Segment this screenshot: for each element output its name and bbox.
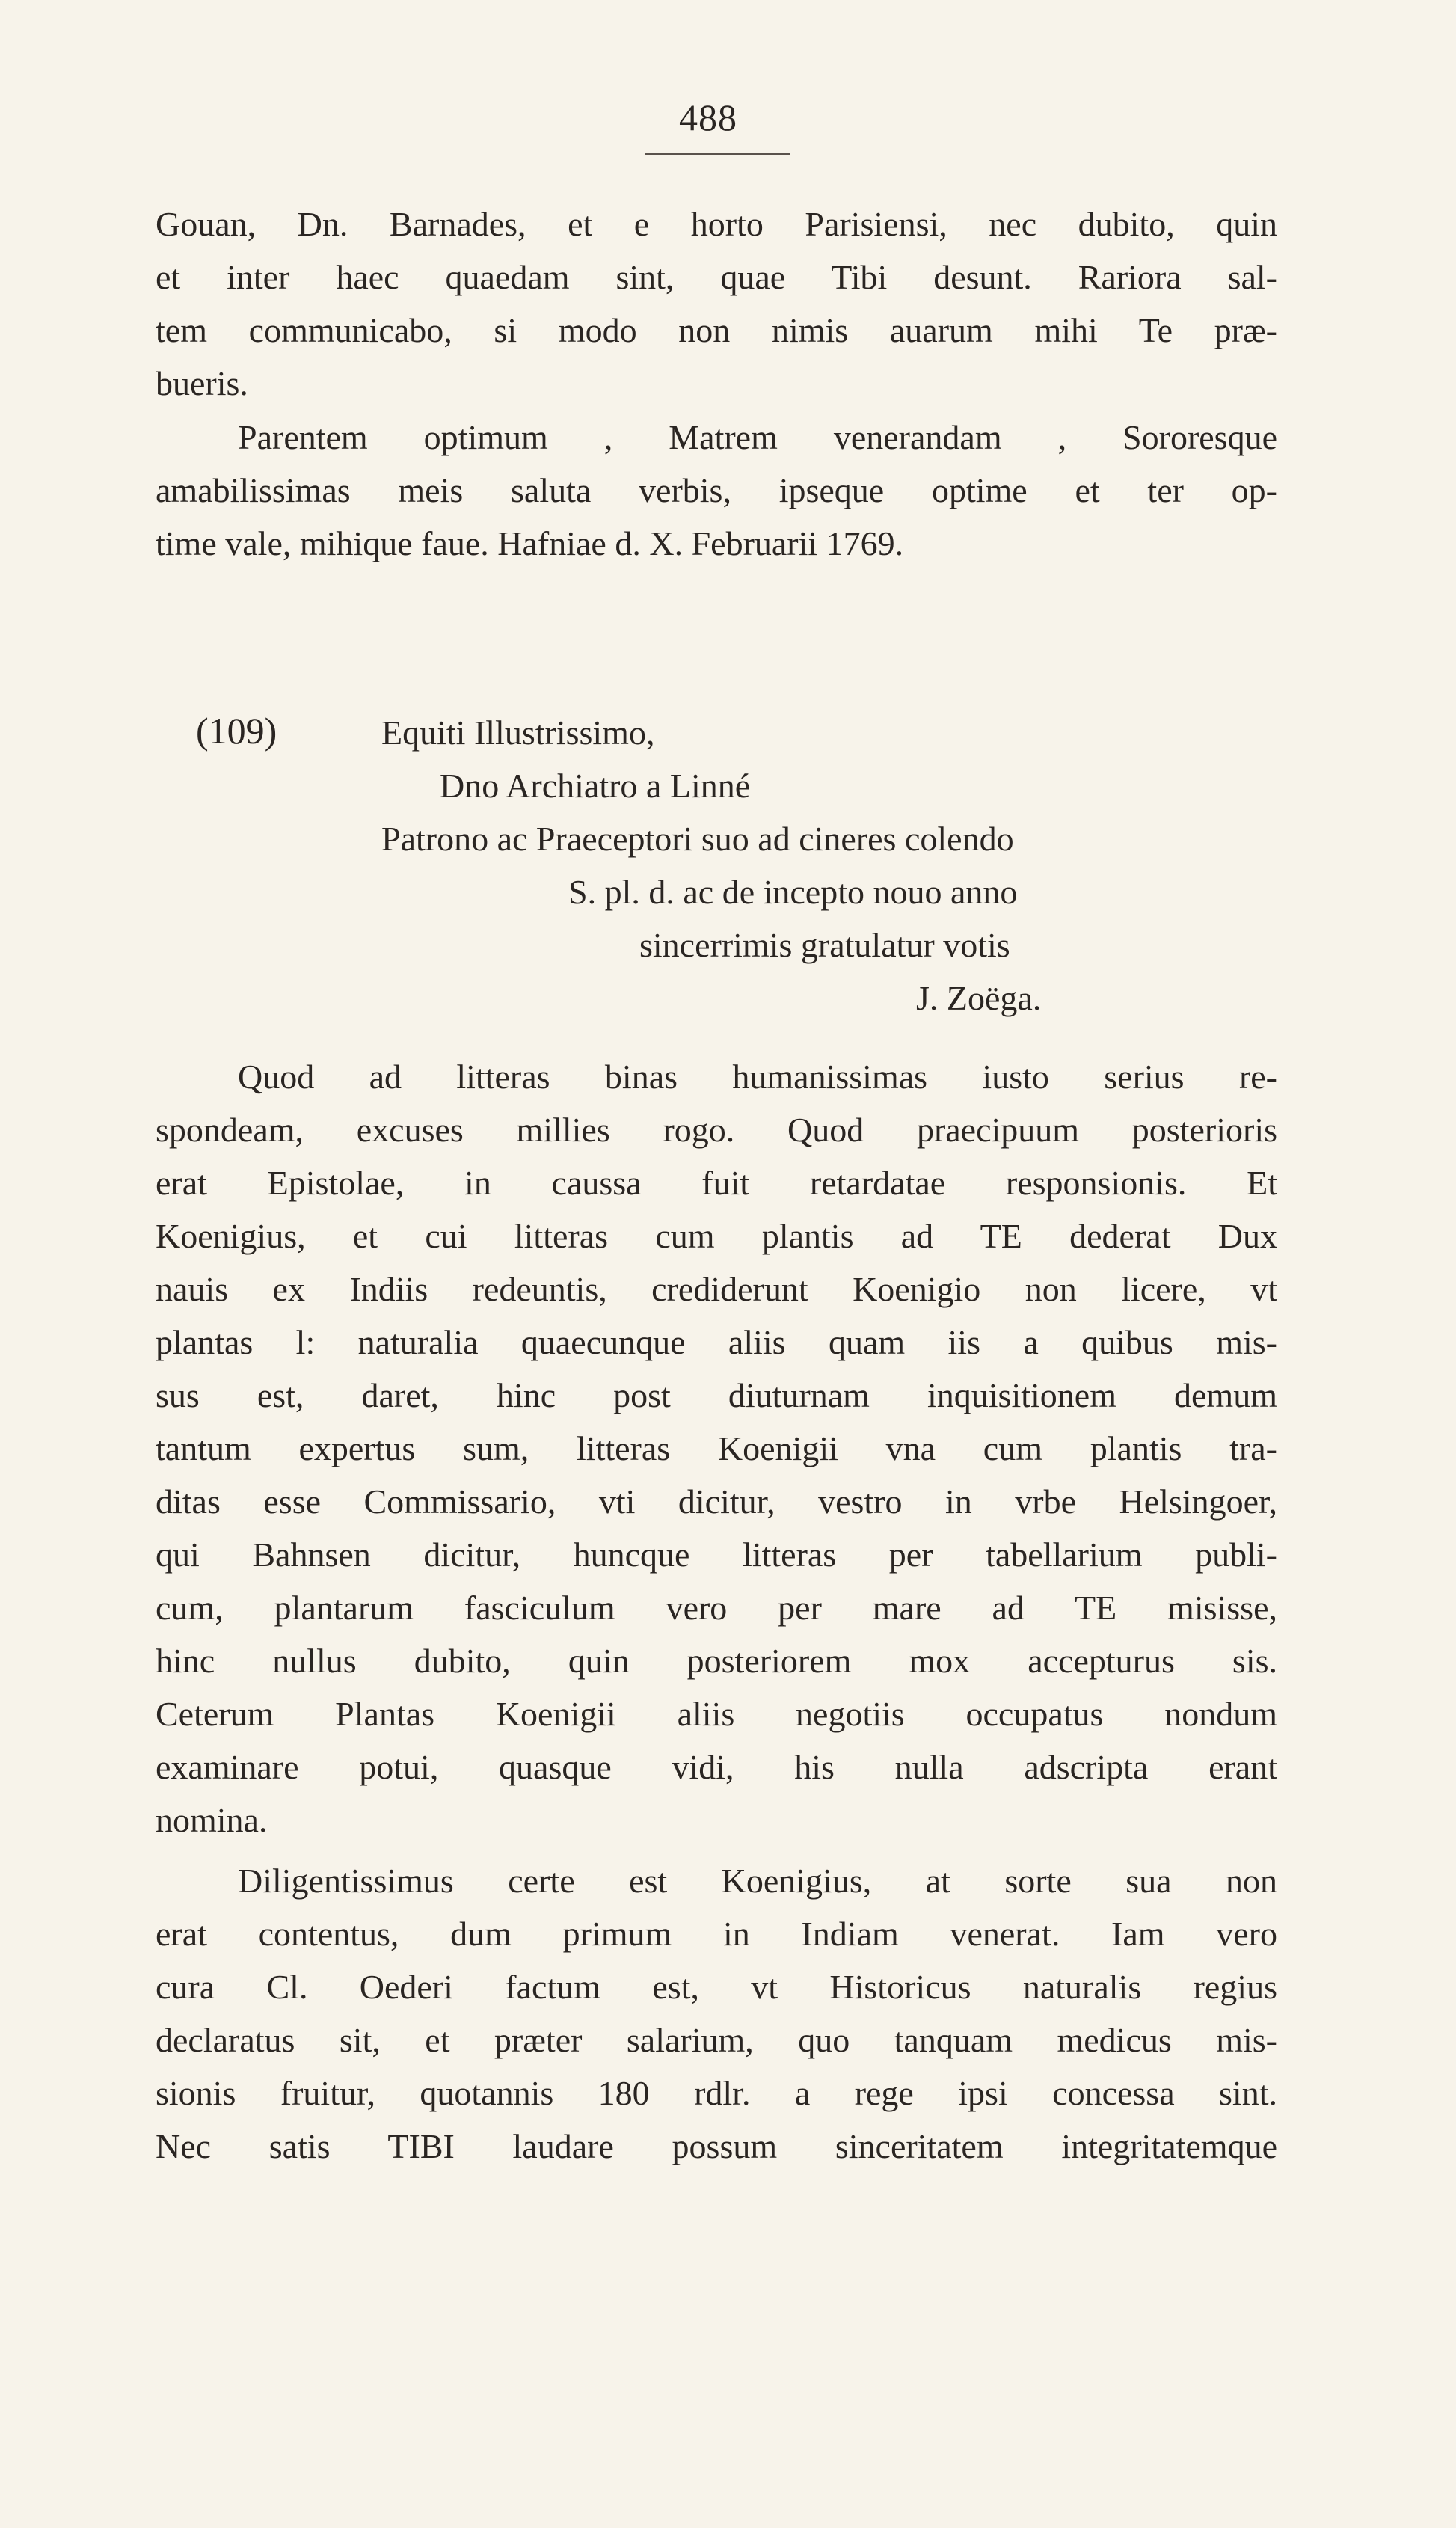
text-line: nomina. [156,1801,268,1839]
signature: J. Zoëga. [916,979,1042,1017]
text-line: erat contentus, dum primum in Indiam venerat. Iam vero [156,1915,1277,1953]
text-line: amabilissimas meis saluta verbis, ipseque optime et ter op- [156,471,1277,509]
text-line: Diligentissimus certe est Koenigius, at sorte sua non [238,1862,1277,1900]
text-line: sionis fruitur, quotannis 180 rdlr. a rege ipsi concessa sint. [156,2074,1277,2112]
text-line: tantum expertus sum, litteras Koenigii vna cum plantis tra- [156,1429,1277,1467]
salutation-line: Dno Archiatro a Linné [440,767,751,805]
text-line: declaratus sit, et præter salarium, quo tanquam medicus mis- [156,2021,1277,2059]
text-line: Gouan, Dn. Barnades, et e horto Parisiensi, nec dubito, quin [156,205,1277,243]
text-line: hinc nullus dubito, quin posteriorem mox accepturus sis. [156,1642,1277,1680]
text-line: tem communicabo, si modo non nimis auarum mihi Te præ- [156,311,1277,349]
text-line: et inter haec quaedam sint, quae Tibi desunt. Rariora sal- [156,258,1277,296]
text-line: nauis ex Indiis redeuntis, crediderunt Koenigio non licere, vt [156,1270,1277,1308]
text-line: plantas l: naturalia quaecunque aliis quam iis a quibus mis- [156,1323,1277,1361]
text-line: time vale, mihique faue. Hafniae d. X. Februarii 1769. [156,524,904,562]
text-line: qui Bahnsen dicitur, huncque litteras per tabellarium publi- [156,1535,1277,1574]
text-line: Quod ad litteras binas humanissimas iusto serius re- [238,1058,1277,1096]
letter-number: (109) [196,710,277,752]
text-line: bueris. [156,364,248,402]
text-line: cura Cl. Oederi factum est, vt Historicus naturalis regius [156,1968,1277,2006]
salutation-line: Equiti Illustrissimo, [381,714,655,752]
text-line: ditas esse Commissario, vti dicitur, vestro in vrbe Helsingoer, [156,1482,1277,1521]
text-line: Ceterum Plantas Koenigii aliis negotiis occupatus nondum [156,1695,1277,1733]
salutation-line: sincerrimis gratulatur votis [639,926,1010,964]
text-line: erat Epistolae, in caussa fuit retardatae responsionis. Et [156,1164,1277,1202]
text-line: examinare potui, quasque vidi, his nulla adscripta erant [156,1748,1277,1786]
text-line: spondeam, excuses millies rogo. Quod praecipuum posterioris [156,1111,1277,1149]
page-number: 488 [679,96,737,138]
text-line: cum, plantarum fasciculum vero per mare ad TE misisse, [156,1589,1277,1627]
salutation-line: S. pl. d. ac de incepto nouo anno [568,873,1018,911]
text-line: sus est, daret, hinc post diuturnam inquisitionem demum [156,1376,1277,1414]
text-line: Koenigius, et cui litteras cum plantis ad TE dederat Dux [156,1217,1277,1255]
salutation-line: Patrono ac Praeceptori suo ad cineres colendo [381,820,1014,858]
page-number-rule [645,153,790,155]
text-line: Parentem optimum , Matrem venerandam , Sororesque [238,418,1277,456]
text-line: Nec satis TIBI laudare possum sinceritatem integritatemque [156,2127,1277,2165]
